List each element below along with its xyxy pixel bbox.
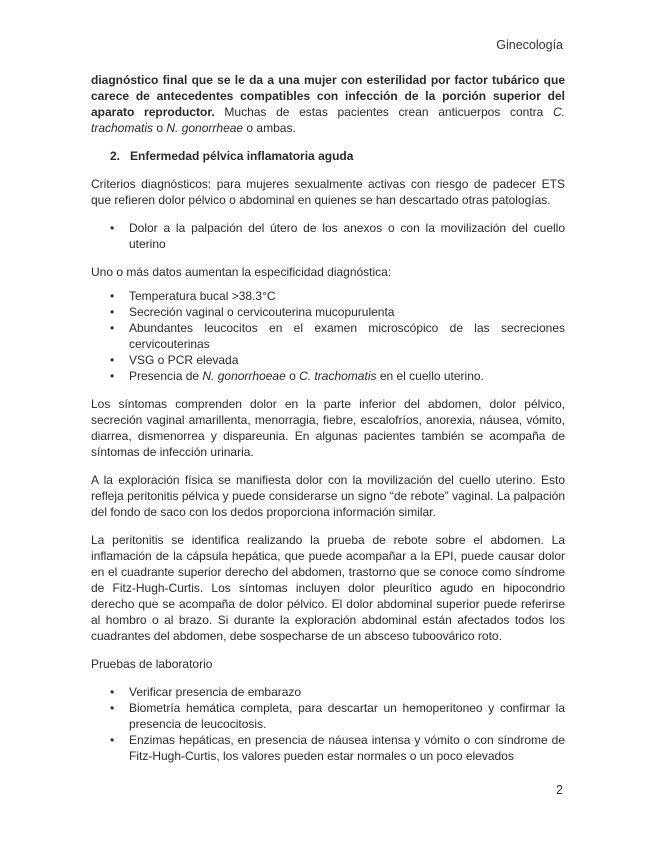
list-item (91, 700, 565, 732)
list-item-text: VSG o PCR elevada (129, 353, 239, 367)
organism-name: N. gonorrhoeae (202, 369, 286, 383)
list-item-text: Abundantes leucocitos en el examen microscópico de las secreciones cervicouterinas (129, 321, 565, 351)
bullet-icon: • (110, 685, 115, 699)
list-item (91, 352, 565, 368)
page-content (91, 72, 565, 776)
list-item-text: Verificar presencia de embarazo (129, 685, 302, 699)
list-item (91, 220, 565, 252)
organism-name: C. trachomatis (299, 369, 377, 383)
lab-title: Pruebas de laboratorio (91, 657, 213, 671)
list-item (91, 320, 565, 352)
bullet-icon: • (110, 733, 115, 747)
intro-paragraph (91, 72, 565, 136)
list-item-text: Enzimas hepáticas, en presencia de náusea intensa y vómito o con síndrome de Fitz-Hugh-Curtis, los valores pueden estar normales o un poco elevados (129, 733, 565, 763)
bullet-icon: • (110, 289, 115, 303)
bullet-icon: • (110, 369, 115, 383)
bullet-icon: • (110, 305, 115, 319)
list-item (91, 288, 565, 304)
peritonitis-paragraph: La peritonitis se identifica realizando la prueba de rebote sobre el abdomen. La inflamación de la cápsula hepática, que puede acompañar a la EPI, puede causar dolor en el cuadrante superior derecho del abdomen, trastorno que se conoce como síndrome de Fitz-Hugh-Curtis. Los síntomas incluyen dolor pleurítico agudo en hipocondrio derecho que se acompaña de dolor pélvico. El dolor abdominal superior puede referirse al hombro o al brazo. Si durante la exploración abdominal están afectados todos los cuadrantes del abdomen, debe sospecharse de un absceso tuboovárico roto. (91, 533, 565, 643)
list-item-text-c: en el cuello uterino. (376, 369, 484, 383)
intro-text-a: Muchas de estas pacientes crean anticuerpos contra (214, 105, 554, 119)
bullet-icon: • (110, 321, 115, 335)
list-item (91, 684, 565, 700)
list-item-text: Biometría hemática completa, para descartar un hemoperitoneo y confirmar la presencia de leucocitosis. (129, 701, 565, 731)
running-header: Ginecología (496, 38, 563, 52)
intro-text-b: o (153, 121, 167, 135)
list-item (91, 732, 565, 764)
list-item-text: Dolor a la palpación del útero de los anexos o con la movilización del cuello uterino (129, 221, 565, 251)
lab-list (91, 684, 565, 764)
bullet-icon: • (110, 353, 115, 367)
section-number: 2. (110, 149, 121, 163)
criteria-paragraph: Criterios diagnósticos: para mujeres sexualmente activas con riesgo de padecer ETS que refieren dolor pélvico o abdominal en quienes se han descartado otras patologías. (91, 177, 565, 207)
list-item (91, 304, 565, 320)
bullet-icon: • (110, 221, 115, 235)
intro-text-c: o ambas. (243, 121, 296, 135)
list-item-text-b: o (285, 369, 300, 383)
list-item (91, 368, 565, 384)
intro-bold-text: diagnóstico final que se le da a una mujer con esterilidad por factor tubárico que carece de antecedentes compatibles con infección de la porción superior del aparato reproductor. (91, 73, 565, 119)
organism-name: N. gonorrheae (166, 121, 244, 135)
list-item-text: Secreción vaginal o cervicouterina mucopurulenta (129, 305, 395, 319)
specificity-paragraph: Uno o más datos aumentan la especificidad diagnóstica: (91, 265, 392, 279)
organism-name: C. trachomatis (91, 105, 566, 135)
section-title: Enfermedad pélvica inflamatoria aguda (130, 149, 354, 163)
symptoms-paragraph: Los síntomas comprenden dolor en la parte inferior del abdomen, dolor pélvico, secreción vaginal amarillenta, menorragia, fiebre, escalofríos, anorexia, náusea, vómito, diarrea, dismenorrea y dispareunia. En algunas pacientes también se acompaña de síntomas de infección urinaria. (91, 397, 565, 459)
list-item-text-a: Presencia de (129, 369, 203, 383)
criteria-list (91, 220, 565, 252)
specificity-list (91, 288, 565, 384)
section-heading (110, 148, 565, 164)
bullet-icon: • (110, 701, 115, 715)
page-number: 2 (556, 783, 563, 797)
exam-paragraph: A la exploración física se manifiesta dolor con la movilización del cuello uterino. Esto refleja peritonitis pélvica y puede considerarse un signo “de rebote” vaginal. La palpación del fondo de saco con los dedos proporciona información similar. (91, 473, 565, 519)
list-item-text: Temperatura bucal >38.3°C (129, 289, 276, 303)
